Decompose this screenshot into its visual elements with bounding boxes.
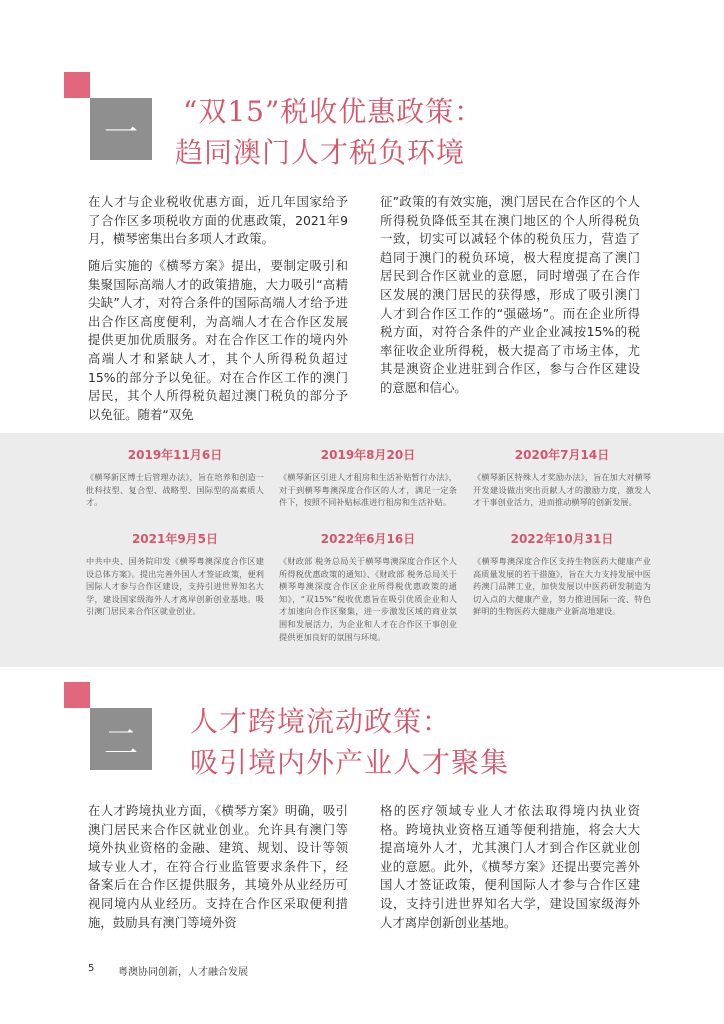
page-number: 5 (88, 963, 95, 974)
timeline-item (86, 447, 264, 509)
timeline-item (473, 531, 651, 618)
section2-accent-square (64, 682, 90, 708)
timeline-date: 2019年8月20日 (320, 448, 416, 462)
timeline-item (279, 447, 457, 509)
timeline-item (473, 447, 651, 509)
section2-title-line1: 人才跨境流动政策： (190, 705, 452, 738)
section2-number-box: 二 (90, 708, 152, 770)
timeline-text: 中共中央、国务院印发《横琴粤澳深度合作区建设总体方案》。提出完善外国人才签证政策，便利国际人才参与合作区建设，支持引进世界知名大学，建设国家级海外人才离岸创新创业基地。吸引澳门居民来合作区就业创业。 (86, 556, 264, 617)
timeline-text: 《横琴新区特殊人才奖励办法》，旨在加大对横琴开发建设做出突出贡献人才的激励力度，激发人才干事创业活力，进而推动横琴的创新发展。 (473, 472, 651, 508)
section2-right-paragraph: 格的医疗领域专业人才依法取得境内执业资格。跨境执业资格互通等便利措施，将会大大提高境外人才，尤其澳门人才到合作区就业创业的意愿。此外，《横琴方案》还提出要完善外国人才签证政策，便利国际人才参与合作区建设，支持引进世界知名大学，建设国家级海外人才离岸创新创业基地。 (380, 803, 640, 930)
footer-text: 粤澳协同创新，人才融合发展 (118, 967, 248, 978)
timeline-item (86, 531, 264, 618)
section1-accent-square (64, 72, 90, 98)
timeline-text: 《财政部 税务总局关于横琴粤澳深度合作区个人所得税优惠政策的通知》、《财政部 税务总局关于横琴粤澳深度合作区企业所得税优惠政策的通知》，“双15%”税收优惠旨在吸引优质企业和人才加速向合作区聚集，进一步激发区域的商业氛围和发展活力，为企业和人才在合作区干事创业提供更加良好的氛围与环境。 (279, 556, 457, 642)
section1-left-paragraph-1: 在人才与企业税收优惠方面，近几年国家给予了合作区多项税收方面的优惠政策，2021年9月，横琴密集出台多项人才政策。 (88, 194, 348, 247)
timeline-date: 2022年10月31日 (510, 532, 614, 546)
section2-title-line2: 吸引境内外产业人才聚集 (190, 746, 510, 779)
section1-number-box: 一 (90, 98, 152, 160)
timeline-date: 2022年6月16日 (320, 532, 416, 546)
section1-title-line2: 趋同澳门人才税负环境 (175, 136, 466, 169)
timeline-text: 《横琴粤澳深度合作区支持生物医药大健康产业高质量发展的若干措施》，旨在大力支持发展中医药澳门品牌工业，加快发展以中医药研发制造为切入点的大健康产业，努力推进国际一流、特色鲜明的生物医药大健康产业新高地建设。 (473, 556, 651, 617)
section2-left-paragraph: 在人才跨境执业方面，《横琴方案》明确，吸引澳门居民来合作区就业创业。允许具有澳门等境外执业资格的金融、建筑、规划、设计等领域专业人才，在符合行业监管要求条件下，经备案后在合作区提供服务，其境外从业经历可视同境内从业经历。支持在合作区采取便利措施，鼓励具有澳门等境外资 (88, 803, 348, 930)
timeline-text: 《横琴新区引进人才租房和生活补贴暂行办法》，对于到横琴粤澳深度合作区的人才，满足一定条件下，按照不同补贴标准进行租房和生活补贴。 (279, 472, 457, 508)
policy-timeline-band (0, 433, 724, 667)
section1-right-paragraph: 征”政策的有效实施，澳门居民在合作区的个人所得税负降低至其在澳门地区的个人所得税负一致，切实可以减轻个体的税负压力，营造了趋同于澳门的税负环境，极大程度提高了澳门居民到合作区就业的意愿，同时增强了在合作区发展的澳门居民的获得感，形成了吸引澳门人才到合作区工作的“强磁场”。而在企业所得税方面，对符合条件的产业企业减按15%的税率征收企业所得税，极大提高了市场主体，尤其是澳资企业进驻到合作区，参与合作区建设的意愿和信心。 (380, 194, 640, 395)
section1-title-line1: “双15”税收优惠政策： (183, 95, 484, 128)
timeline-date: 2019年11月6日 (127, 448, 223, 462)
timeline-text: 《横琴新区博士后管理办法》，旨在培养和创造一批科技型、复合型、战略型、国际型的高素质人才。 (86, 472, 264, 508)
timeline-item (279, 531, 457, 643)
timeline-date: 2020年7月14日 (514, 448, 610, 462)
section1-left-paragraph-2: 随后实施的《横琴方案》提出，要制定吸引和集聚国际高端人才的政策措施，大力吸引“高精尖缺”人才，对符合条件的国际高端人才给予进出合作区高度便利，为高端人才在合作区发展提供更加优质服务。对在合作区工作的境内外高端人才和紧缺人才，其个人所得税负超过15%的部分予以免征。对在合作区工作的澳门居民，其个人所得税负超过澳门税负的部分予以免征。随着“双免 (88, 258, 348, 422)
timeline-date: 2021年9月5日 (131, 532, 219, 546)
